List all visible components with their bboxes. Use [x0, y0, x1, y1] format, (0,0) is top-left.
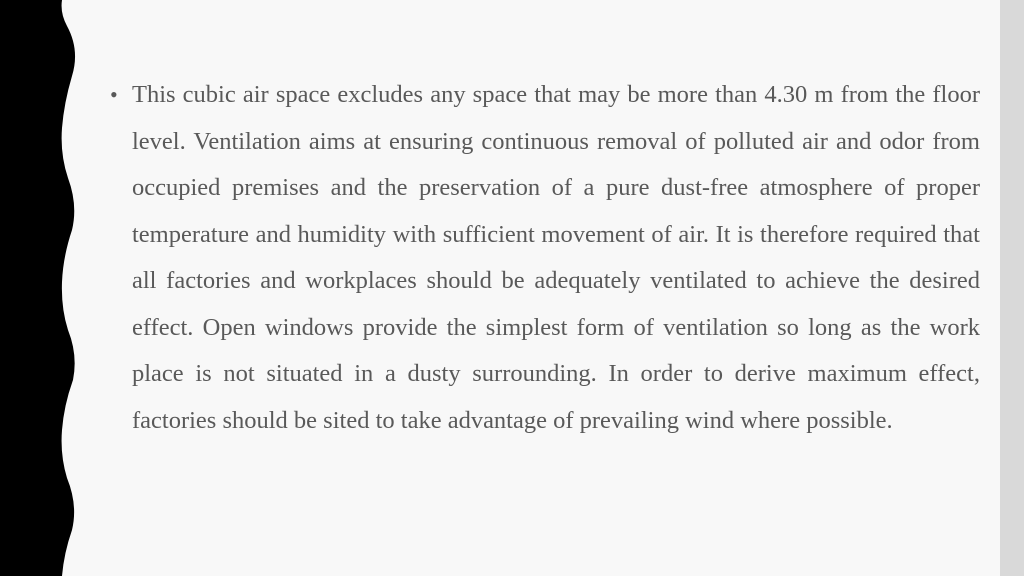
right-edge-strip	[1000, 0, 1024, 576]
bullet-marker: •	[110, 82, 118, 107]
bullet-item	[110, 72, 980, 444]
bullet-paragraph: This cubic air space excludes any space that may be more than 4.30 m from the floor level. Ventilation aims at ensuring continuous removal of polluted air and odor from occupied premises and the preservation of a pure dust-free atmosphere of proper temperature and humidity with sufficient movement of air. It is therefore required that all factories and workplaces should be adequately ventilated to achieve the desired effect. Open windows provide the simplest form of ventilation so long as the work place is not situated in a dusty surrounding. In order to derive maximum effect, factories should be sited to take advantage of prevailing wind where possible.	[132, 81, 980, 434]
bullet-list	[110, 72, 980, 444]
